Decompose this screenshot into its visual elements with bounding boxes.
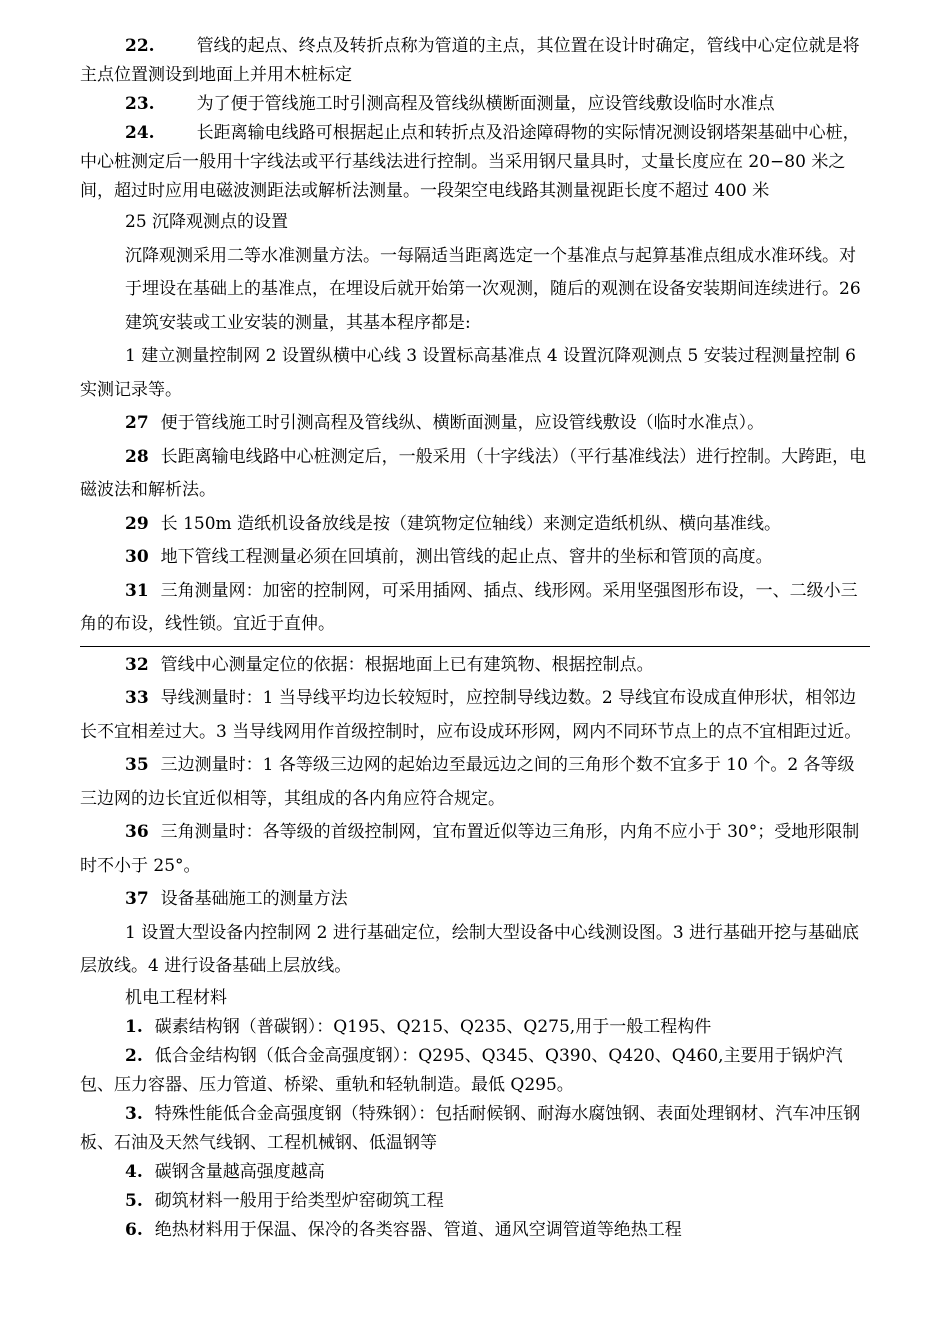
item-number: 1. (125, 1016, 143, 1037)
item-number: 37 (125, 889, 149, 909)
paragraph-item-26-steps: 1 建立测量控制网 2 设置纵横中心线 3 设置标高基准点 4 设置沉降观测点 5 安装过程测量控制 6 实测记录等。 (80, 346, 856, 400)
item-number: 35 (125, 755, 149, 775)
paragraph-item-22 (80, 32, 870, 90)
item-text: 碳素结构钢（普碳钢）：Q195、Q215、Q235、Q275,用于一般工程构件 (154, 1016, 712, 1037)
document-page (80, 32, 870, 1245)
section-heading-25: 25 沉降观测点的设置 (125, 212, 289, 232)
paragraph-item-37 (80, 883, 870, 917)
item-number: 6. (125, 1219, 143, 1240)
material-item-3 (80, 1100, 870, 1158)
paragraph-item-23 (80, 90, 870, 119)
material-item-5 (80, 1187, 870, 1216)
paragraph-item-28 (80, 441, 870, 508)
item-text: 为了便于管线施工时引测高程及管线纵横断面测量，应设管线敷设临时水准点 (196, 94, 775, 114)
item-text: 碳钢含量越高强度越高 (154, 1161, 325, 1182)
paragraph-item-24 (80, 119, 870, 206)
item-text: 管线的起点、终点及转折点称为管道的主点，其位置在设计时确定，管线中心定位就是将主点位置测设到地面上并用木桩标定 (80, 36, 860, 85)
item-text: 三角测量网：加密的控制网，可采用插网、插点、线形网。采用坚强图形布设，一、二级小三角的布设，线性锁。宜近于直伸。 (80, 580, 858, 634)
item-number: 23. (125, 94, 155, 114)
item-text: 便于管线施工时引测高程及管线纵、横断面测量，应设管线敷设（临时水准点）。 (160, 413, 765, 433)
paragraph-item-27 (80, 407, 870, 441)
item-number: 22. (125, 36, 155, 56)
item-text: 管线中心测量定位的依据：根据地面上已有建筑物、根据控制点。 (160, 654, 654, 675)
material-item-6 (80, 1216, 870, 1245)
item-text: 砌筑材料一般用于给类型炉窑砌筑工程 (154, 1190, 444, 1211)
item-text: 地下管线工程测量必须在回填前，测出管线的起止点、窨井的坐标和管顶的高度。 (160, 547, 773, 567)
item-number: 32 (125, 654, 149, 675)
item-number: 33 (125, 688, 149, 708)
item-text: 长 150m 造纸机设备放线是按（建筑物定位轴线）来测定造纸机纵、横向基准线。 (160, 513, 782, 534)
section-heading-materials: 机电工程材料 (125, 987, 227, 1008)
item-text: 特殊性能低合金高强度钢（特殊钢）：包括耐候钢、耐海水腐蚀钢、表面处理钢材、汽车冲压钢板、石油及天然气线钢、工程机械钢、低温钢等 (80, 1103, 861, 1153)
item-text: 三角测量时：各等级的首级控制网，宜布置近似等边三角形，内角不应小于 30°；受地形限制时不小于 25°。 (80, 822, 860, 876)
horizontal-rule (80, 646, 870, 647)
item-number: 28 (125, 446, 149, 467)
paragraph-item-36 (80, 816, 870, 883)
item-text: 导线测量时：1 当导线平均边长较短时，应控制导线边数。2 导线宜布设成直伸形状，相邻边长不宜相差过大。3 当导线网用作首级控制时，应布设成环形网，网内不同环节点上的点不宜相距过近。 (80, 688, 862, 742)
paragraph-item-33 (80, 682, 870, 749)
item-text: 绝热材料用于保温、保冷的各类容器、管道、通风空调管道等绝热工程 (154, 1219, 682, 1240)
paragraph-item-29 (80, 508, 870, 542)
item-number: 36 (125, 822, 149, 842)
material-item-2 (80, 1042, 870, 1100)
paragraph-item-30 (80, 541, 870, 575)
material-item-1 (80, 1013, 870, 1042)
item-text: 低合金结构钢（低合金高强度钢）：Q295、Q345、Q390、Q420、Q460,主要用于锅炉汽包、压力容器、压力管道、桥梁、重轨和轻轨制造。最低 Q295。 (80, 1045, 843, 1095)
item-number: 4. (125, 1161, 143, 1182)
item-number: 31 (125, 580, 149, 601)
paragraph-item-32 (80, 649, 870, 683)
paragraph-item-25-body: 沉降观测采用二等水准测量方法。一每隔适当距离选定一个基准点与起算基准点组成水准环线。对于埋设在基础上的基准点，在埋设后就开始第一次观测，随后的观测在设备安装期间连续进行。26 建筑安装或工业安装的测量，其基本程序都是: (125, 245, 861, 333)
item-text: 三边测量时：1 各等级三边网的起始边至最远边之间的三角形个数不宜多于 10 个。2 各等级三边网的边长宜近似相等，其组成的各内角应符合规定。 (80, 755, 855, 809)
paragraph-item-37-body: 1 设置大型设备内控制网 2 进行基础定位，绘制大型设备中心线测设图。3 进行基础开挖与基础底层放线。4 进行设备基础上层放线。 (80, 922, 860, 976)
item-number: 27 (125, 413, 149, 433)
item-number: 24. (125, 123, 155, 143)
item-number: 29 (125, 513, 149, 534)
material-item-4 (80, 1158, 870, 1187)
paragraph-item-31 (80, 575, 870, 642)
item-number: 30 (125, 547, 149, 567)
paragraph-item-35 (80, 749, 870, 816)
item-text: 设备基础施工的测量方法 (160, 889, 348, 909)
item-text: 长距离输电线路可根据起止点和转折点及沿途障碍物的实际情况测设钢塔架基础中心桩，中心桩测定后一般用十字线法或平行基线法进行控制。当采用钢尺量具时，丈量长度应在 20−80 米之间，超过时应用电磁波测距法或解析法测量。一段架空电线路其测量视距长度不超过 400 米 (80, 123, 860, 201)
item-number: 5. (125, 1190, 143, 1211)
item-text: 长距离输电线路中心桩测定后，一般采用（十字线法）（平行基准线法）进行控制。大跨距，电磁波法和解析法。 (80, 446, 867, 500)
item-number: 3. (125, 1103, 143, 1124)
item-number: 2. (125, 1045, 143, 1066)
